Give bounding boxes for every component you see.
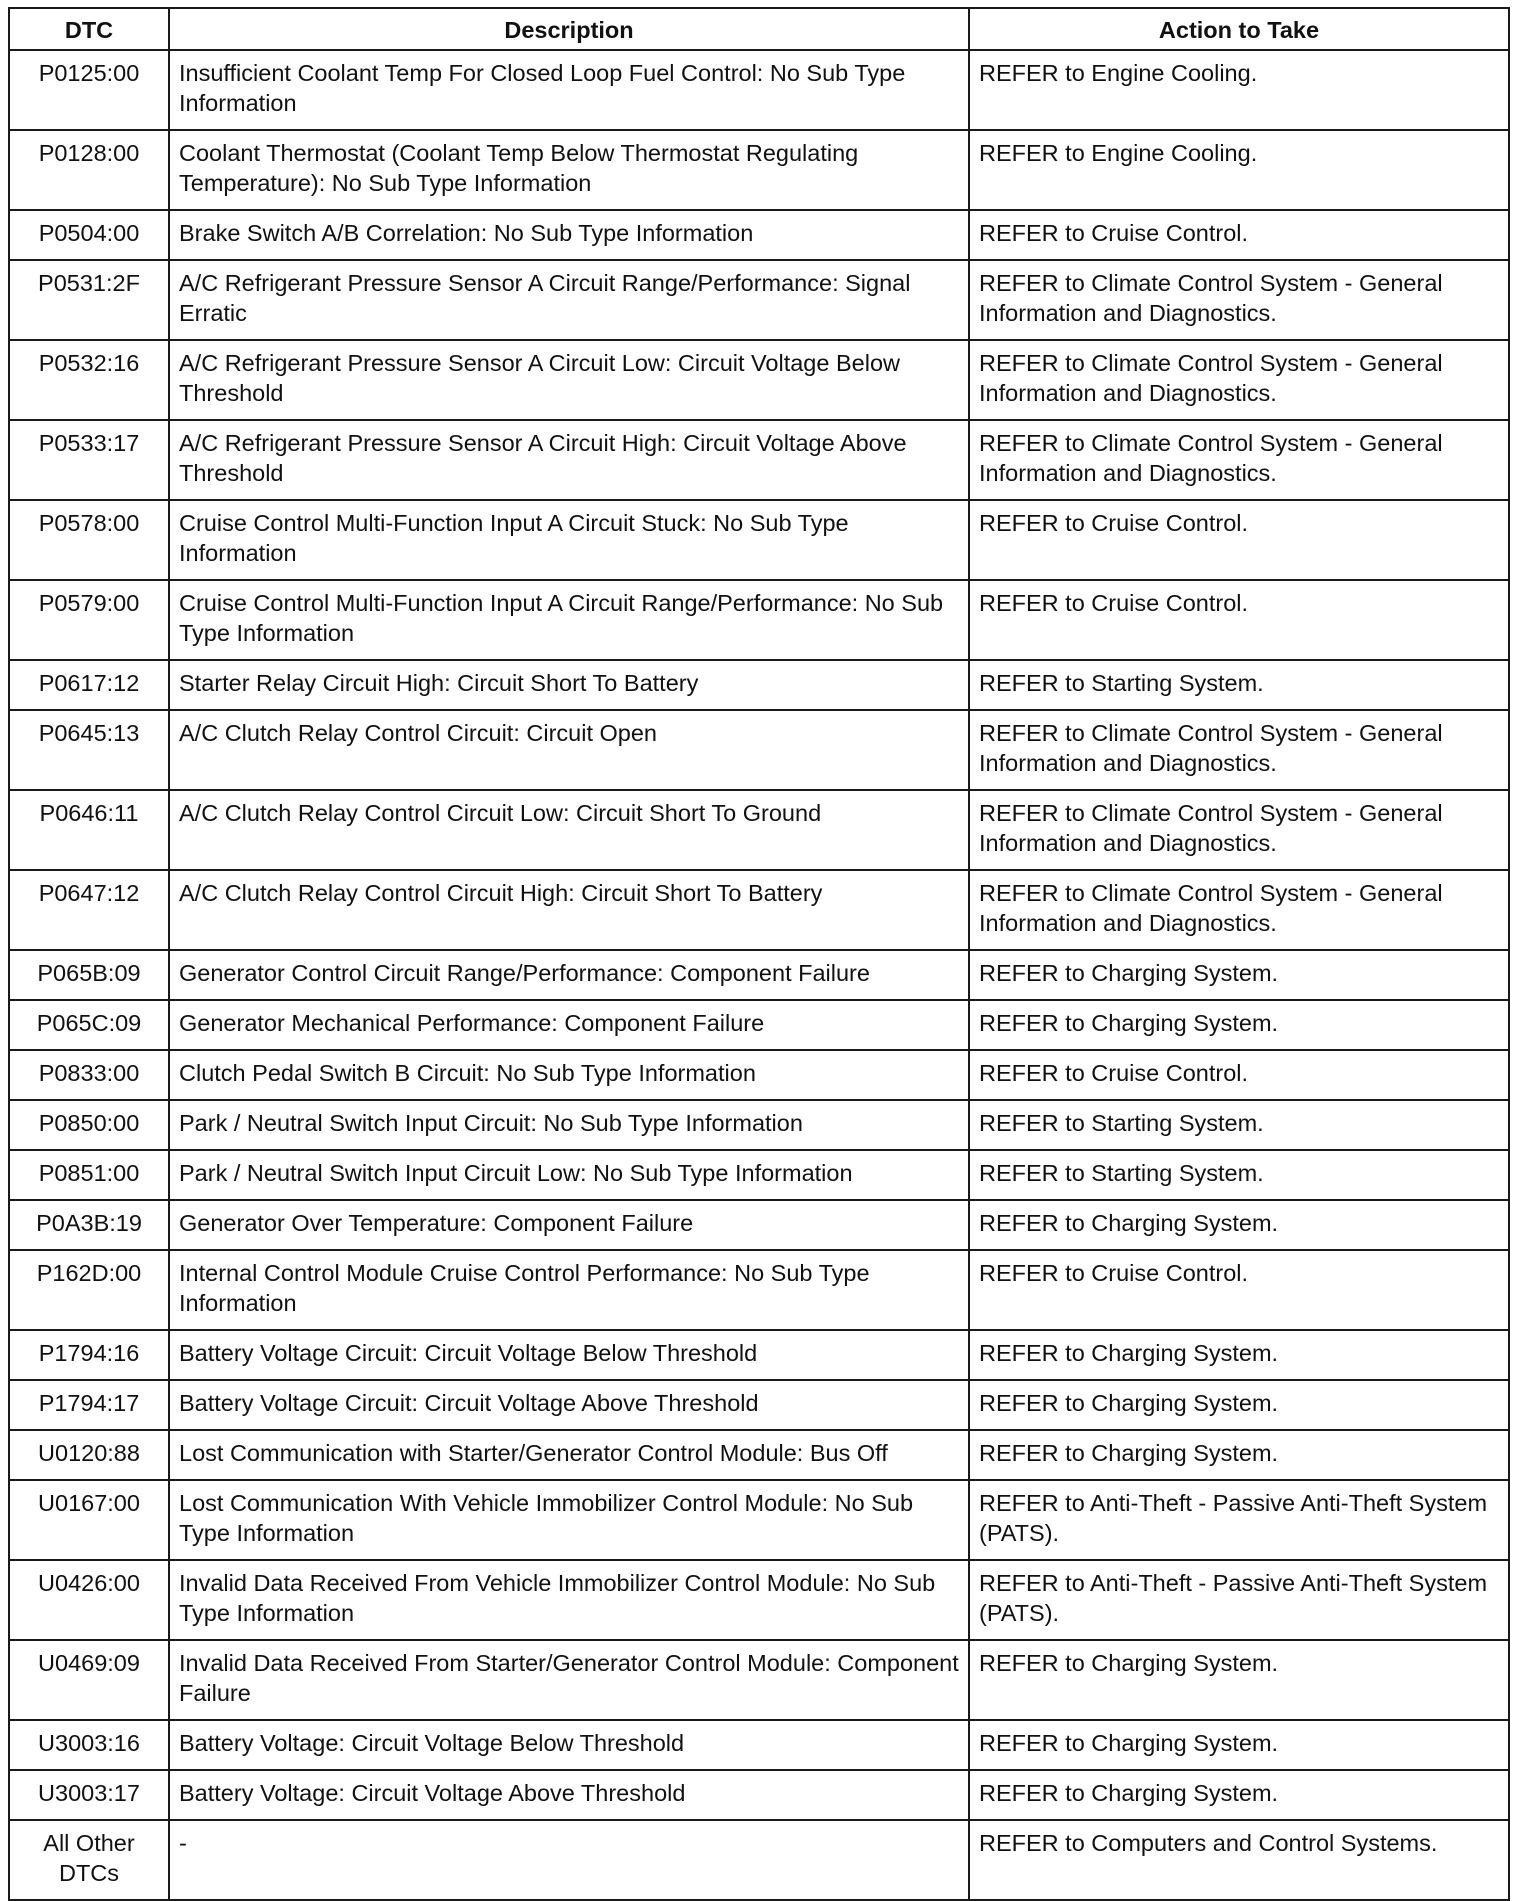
table-row	[9, 1100, 1509, 1150]
dtc-action: REFER to Charging System.	[969, 1770, 1509, 1820]
dtc-code: P0851:00	[9, 1150, 169, 1200]
dtc-description: Internal Control Module Cruise Control Performance: No Sub Type Information	[169, 1250, 969, 1330]
dtc-action: REFER to Charging System.	[969, 1000, 1509, 1050]
dtc-description: Lost Communication with Starter/Generator Control Module: Bus Off	[169, 1430, 969, 1480]
dtc-action: REFER to Cruise Control.	[969, 500, 1509, 580]
dtc-action: REFER to Anti-Theft - Passive Anti-Theft System (PATS).	[969, 1560, 1509, 1640]
dtc-code: P162D:00	[9, 1250, 169, 1330]
dtc-action: REFER to Computers and Control Systems.	[969, 1820, 1509, 1900]
table-row	[9, 1820, 1509, 1900]
dtc-action: REFER to Cruise Control.	[969, 1250, 1509, 1330]
dtc-code: U3003:17	[9, 1770, 169, 1820]
column-header-description: Description	[169, 8, 969, 50]
dtc-action: REFER to Anti-Theft - Passive Anti-Theft System (PATS).	[969, 1480, 1509, 1560]
table-row	[9, 1720, 1509, 1770]
dtc-code: P065C:09	[9, 1000, 169, 1050]
dtc-code: P0578:00	[9, 500, 169, 580]
column-header-action: Action to Take	[969, 8, 1509, 50]
table-row	[9, 1430, 1509, 1480]
dtc-code: P0A3B:19	[9, 1200, 169, 1250]
table-row	[9, 130, 1509, 210]
dtc-description: Park / Neutral Switch Input Circuit: No Sub Type Information	[169, 1100, 969, 1150]
dtc-description: Battery Voltage Circuit: Circuit Voltage Below Threshold	[169, 1330, 969, 1380]
dtc-action: REFER to Charging System.	[969, 1640, 1509, 1720]
table-row	[9, 1000, 1509, 1050]
dtc-action: REFER to Starting System.	[969, 1100, 1509, 1150]
dtc-description: A/C Refrigerant Pressure Sensor A Circuit High: Circuit Voltage Above Threshold	[169, 420, 969, 500]
table-row	[9, 950, 1509, 1000]
dtc-table-container	[8, 7, 1508, 1901]
dtc-action: REFER to Charging System.	[969, 1720, 1509, 1770]
dtc-code: U3003:16	[9, 1720, 169, 1770]
dtc-action: REFER to Climate Control System - General Information and Diagnostics.	[969, 870, 1509, 950]
dtc-description: A/C Clutch Relay Control Circuit High: Circuit Short To Battery	[169, 870, 969, 950]
dtc-code: P0125:00	[9, 50, 169, 130]
table-row	[9, 260, 1509, 340]
table-row	[9, 1150, 1509, 1200]
dtc-code: U0469:09	[9, 1640, 169, 1720]
dtc-code: P0646:11	[9, 790, 169, 870]
dtc-action: REFER to Engine Cooling.	[969, 50, 1509, 130]
table-row	[9, 870, 1509, 950]
dtc-code: P0833:00	[9, 1050, 169, 1100]
dtc-action: REFER to Climate Control System - General Information and Diagnostics.	[969, 260, 1509, 340]
table-row	[9, 710, 1509, 790]
dtc-action: REFER to Cruise Control.	[969, 580, 1509, 660]
dtc-code: P0645:13	[9, 710, 169, 790]
dtc-description: Invalid Data Received From Starter/Generator Control Module: Component Failure	[169, 1640, 969, 1720]
dtc-description: Lost Communication With Vehicle Immobilizer Control Module: No Sub Type Information	[169, 1480, 969, 1560]
dtc-action: REFER to Starting System.	[969, 1150, 1509, 1200]
dtc-description: Park / Neutral Switch Input Circuit Low: No Sub Type Information	[169, 1150, 969, 1200]
dtc-action: REFER to Charging System.	[969, 1430, 1509, 1480]
dtc-description: Coolant Thermostat (Coolant Temp Below Thermostat Regulating Temperature): No Sub Type Information	[169, 130, 969, 210]
dtc-code: P0850:00	[9, 1100, 169, 1150]
table-row	[9, 660, 1509, 710]
dtc-code: P065B:09	[9, 950, 169, 1000]
dtc-description: A/C Clutch Relay Control Circuit Low: Circuit Short To Ground	[169, 790, 969, 870]
dtc-code: U0120:88	[9, 1430, 169, 1480]
table-row	[9, 420, 1509, 500]
dtc-code: All Other DTCs	[9, 1820, 169, 1900]
dtc-description: -	[169, 1820, 969, 1900]
dtc-description: Generator Control Circuit Range/Performance: Component Failure	[169, 950, 969, 1000]
table-row	[9, 1640, 1509, 1720]
dtc-description: Brake Switch A/B Correlation: No Sub Type Information	[169, 210, 969, 260]
table-row	[9, 210, 1509, 260]
table-row	[9, 790, 1509, 870]
table-row	[9, 340, 1509, 420]
dtc-code: P1794:16	[9, 1330, 169, 1380]
dtc-description: Generator Mechanical Performance: Component Failure	[169, 1000, 969, 1050]
dtc-description: Clutch Pedal Switch B Circuit: No Sub Type Information	[169, 1050, 969, 1100]
dtc-description: Cruise Control Multi-Function Input A Circuit Stuck: No Sub Type Information	[169, 500, 969, 580]
dtc-code: P1794:17	[9, 1380, 169, 1430]
table-row	[9, 50, 1509, 130]
dtc-action: REFER to Cruise Control.	[969, 210, 1509, 260]
column-header-dtc: DTC	[9, 8, 169, 50]
dtc-action: REFER to Climate Control System - General Information and Diagnostics.	[969, 790, 1509, 870]
dtc-code: P0531:2F	[9, 260, 169, 340]
dtc-description: A/C Refrigerant Pressure Sensor A Circuit Low: Circuit Voltage Below Threshold	[169, 340, 969, 420]
dtc-description: Invalid Data Received From Vehicle Immobilizer Control Module: No Sub Type Information	[169, 1560, 969, 1640]
dtc-table	[8, 7, 1510, 1901]
dtc-description: A/C Refrigerant Pressure Sensor A Circuit Range/Performance: Signal Erratic	[169, 260, 969, 340]
dtc-code: P0128:00	[9, 130, 169, 210]
dtc-code: U0426:00	[9, 1560, 169, 1640]
table-row	[9, 1200, 1509, 1250]
dtc-action: REFER to Climate Control System - General Information and Diagnostics.	[969, 420, 1509, 500]
table-row	[9, 580, 1509, 660]
dtc-code: P0579:00	[9, 580, 169, 660]
dtc-description: Cruise Control Multi-Function Input A Circuit Range/Performance: No Sub Type Information	[169, 580, 969, 660]
dtc-action: REFER to Cruise Control.	[969, 1050, 1509, 1100]
dtc-code: P0647:12	[9, 870, 169, 950]
dtc-action: REFER to Engine Cooling.	[969, 130, 1509, 210]
dtc-action: REFER to Climate Control System - General Information and Diagnostics.	[969, 710, 1509, 790]
dtc-action: REFER to Charging System.	[969, 1330, 1509, 1380]
dtc-description: Battery Voltage: Circuit Voltage Below Threshold	[169, 1720, 969, 1770]
dtc-action: REFER to Climate Control System - General Information and Diagnostics.	[969, 340, 1509, 420]
table-row	[9, 1050, 1509, 1100]
dtc-code: P0532:16	[9, 340, 169, 420]
dtc-action: REFER to Starting System.	[969, 660, 1509, 710]
dtc-description: A/C Clutch Relay Control Circuit: Circuit Open	[169, 710, 969, 790]
dtc-action: REFER to Charging System.	[969, 1380, 1509, 1430]
table-row	[9, 1560, 1509, 1640]
dtc-description: Battery Voltage Circuit: Circuit Voltage Above Threshold	[169, 1380, 969, 1430]
table-row	[9, 500, 1509, 580]
table-row	[9, 1480, 1509, 1560]
dtc-description: Battery Voltage: Circuit Voltage Above Threshold	[169, 1770, 969, 1820]
dtc-code: P0504:00	[9, 210, 169, 260]
dtc-description: Generator Over Temperature: Component Failure	[169, 1200, 969, 1250]
table-row	[9, 1250, 1509, 1330]
dtc-action: REFER to Charging System.	[969, 1200, 1509, 1250]
dtc-description: Insufficient Coolant Temp For Closed Loop Fuel Control: No Sub Type Information	[169, 50, 969, 130]
dtc-description: Starter Relay Circuit High: Circuit Short To Battery	[169, 660, 969, 710]
dtc-code: P0617:12	[9, 660, 169, 710]
table-row	[9, 1380, 1509, 1430]
dtc-code: U0167:00	[9, 1480, 169, 1560]
table-row	[9, 1330, 1509, 1380]
dtc-action: REFER to Charging System.	[969, 950, 1509, 1000]
table-header-row	[9, 8, 1509, 50]
table-row	[9, 1770, 1509, 1820]
dtc-code: P0533:17	[9, 420, 169, 500]
